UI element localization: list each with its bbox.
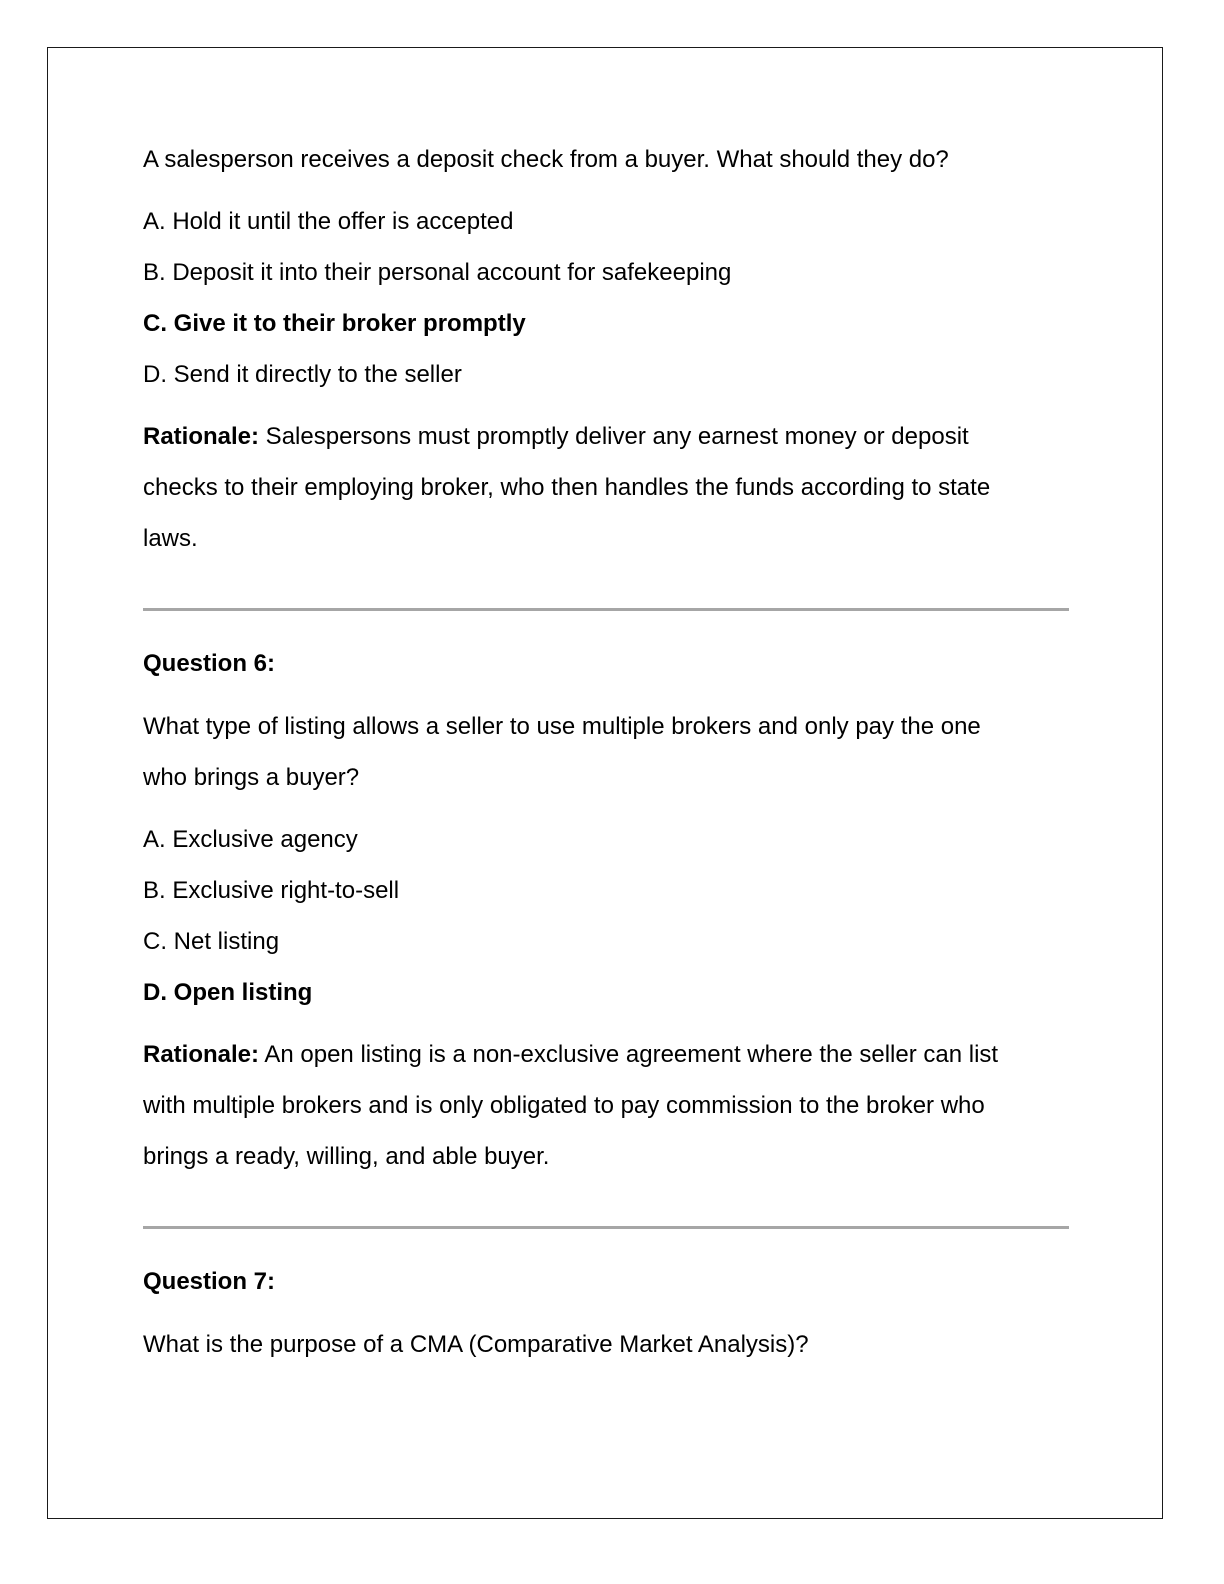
- question-6-text-line-2: who brings a buyer?: [143, 764, 360, 791]
- question-5-option-b: B. Deposit it into their personal account for safekeeping: [143, 259, 732, 286]
- question-5-rationale-line-2: checks to their employing broker, who then handles the funds according to state: [143, 474, 991, 501]
- question-5-rationale-line-1: [143, 421, 969, 453]
- question-6-option-d-correct: D. Open listing: [143, 979, 313, 1006]
- question-6-rationale-line-1: [143, 1039, 998, 1071]
- question-6-option-c: C. Net listing: [143, 928, 280, 955]
- rationale-label: Rationale:: [143, 1041, 260, 1068]
- rationale-label: Rationale:: [143, 423, 260, 450]
- question-5-text: A salesperson receives a deposit check from a buyer. What should they do?: [143, 146, 949, 173]
- question-6-heading: Question 6:: [143, 650, 276, 677]
- question-5-option-c-correct: C. Give it to their broker promptly: [143, 310, 526, 337]
- question-7-text: What is the purpose of a CMA (Comparative Market Analysis)?: [143, 1331, 809, 1358]
- question-5-option-d: D. Send it directly to the seller: [143, 361, 462, 388]
- question-6-option-b: B. Exclusive right-to-sell: [143, 877, 400, 904]
- section-divider: [143, 1226, 1069, 1229]
- question-7-heading: Question 7:: [143, 1268, 276, 1295]
- question-5-option-a: A. Hold it until the offer is accepted: [143, 208, 514, 235]
- question-5-rationale-line-3: laws.: [143, 525, 198, 552]
- question-6-text-line-1: What type of listing allows a seller to use multiple brokers and only pay the one: [143, 713, 981, 740]
- question-6-rationale-line-2: with multiple brokers and is only obligated to pay commission to the broker who: [143, 1092, 985, 1119]
- section-divider: [143, 608, 1069, 611]
- rationale-text: Salespersons must promptly deliver any earnest money or deposit: [259, 423, 969, 450]
- question-6-rationale-line-3: brings a ready, willing, and able buyer.: [143, 1143, 550, 1170]
- rationale-text: An open listing is a non-exclusive agreement where the seller can list: [259, 1041, 999, 1068]
- question-6-option-a: A. Exclusive agency: [143, 826, 358, 853]
